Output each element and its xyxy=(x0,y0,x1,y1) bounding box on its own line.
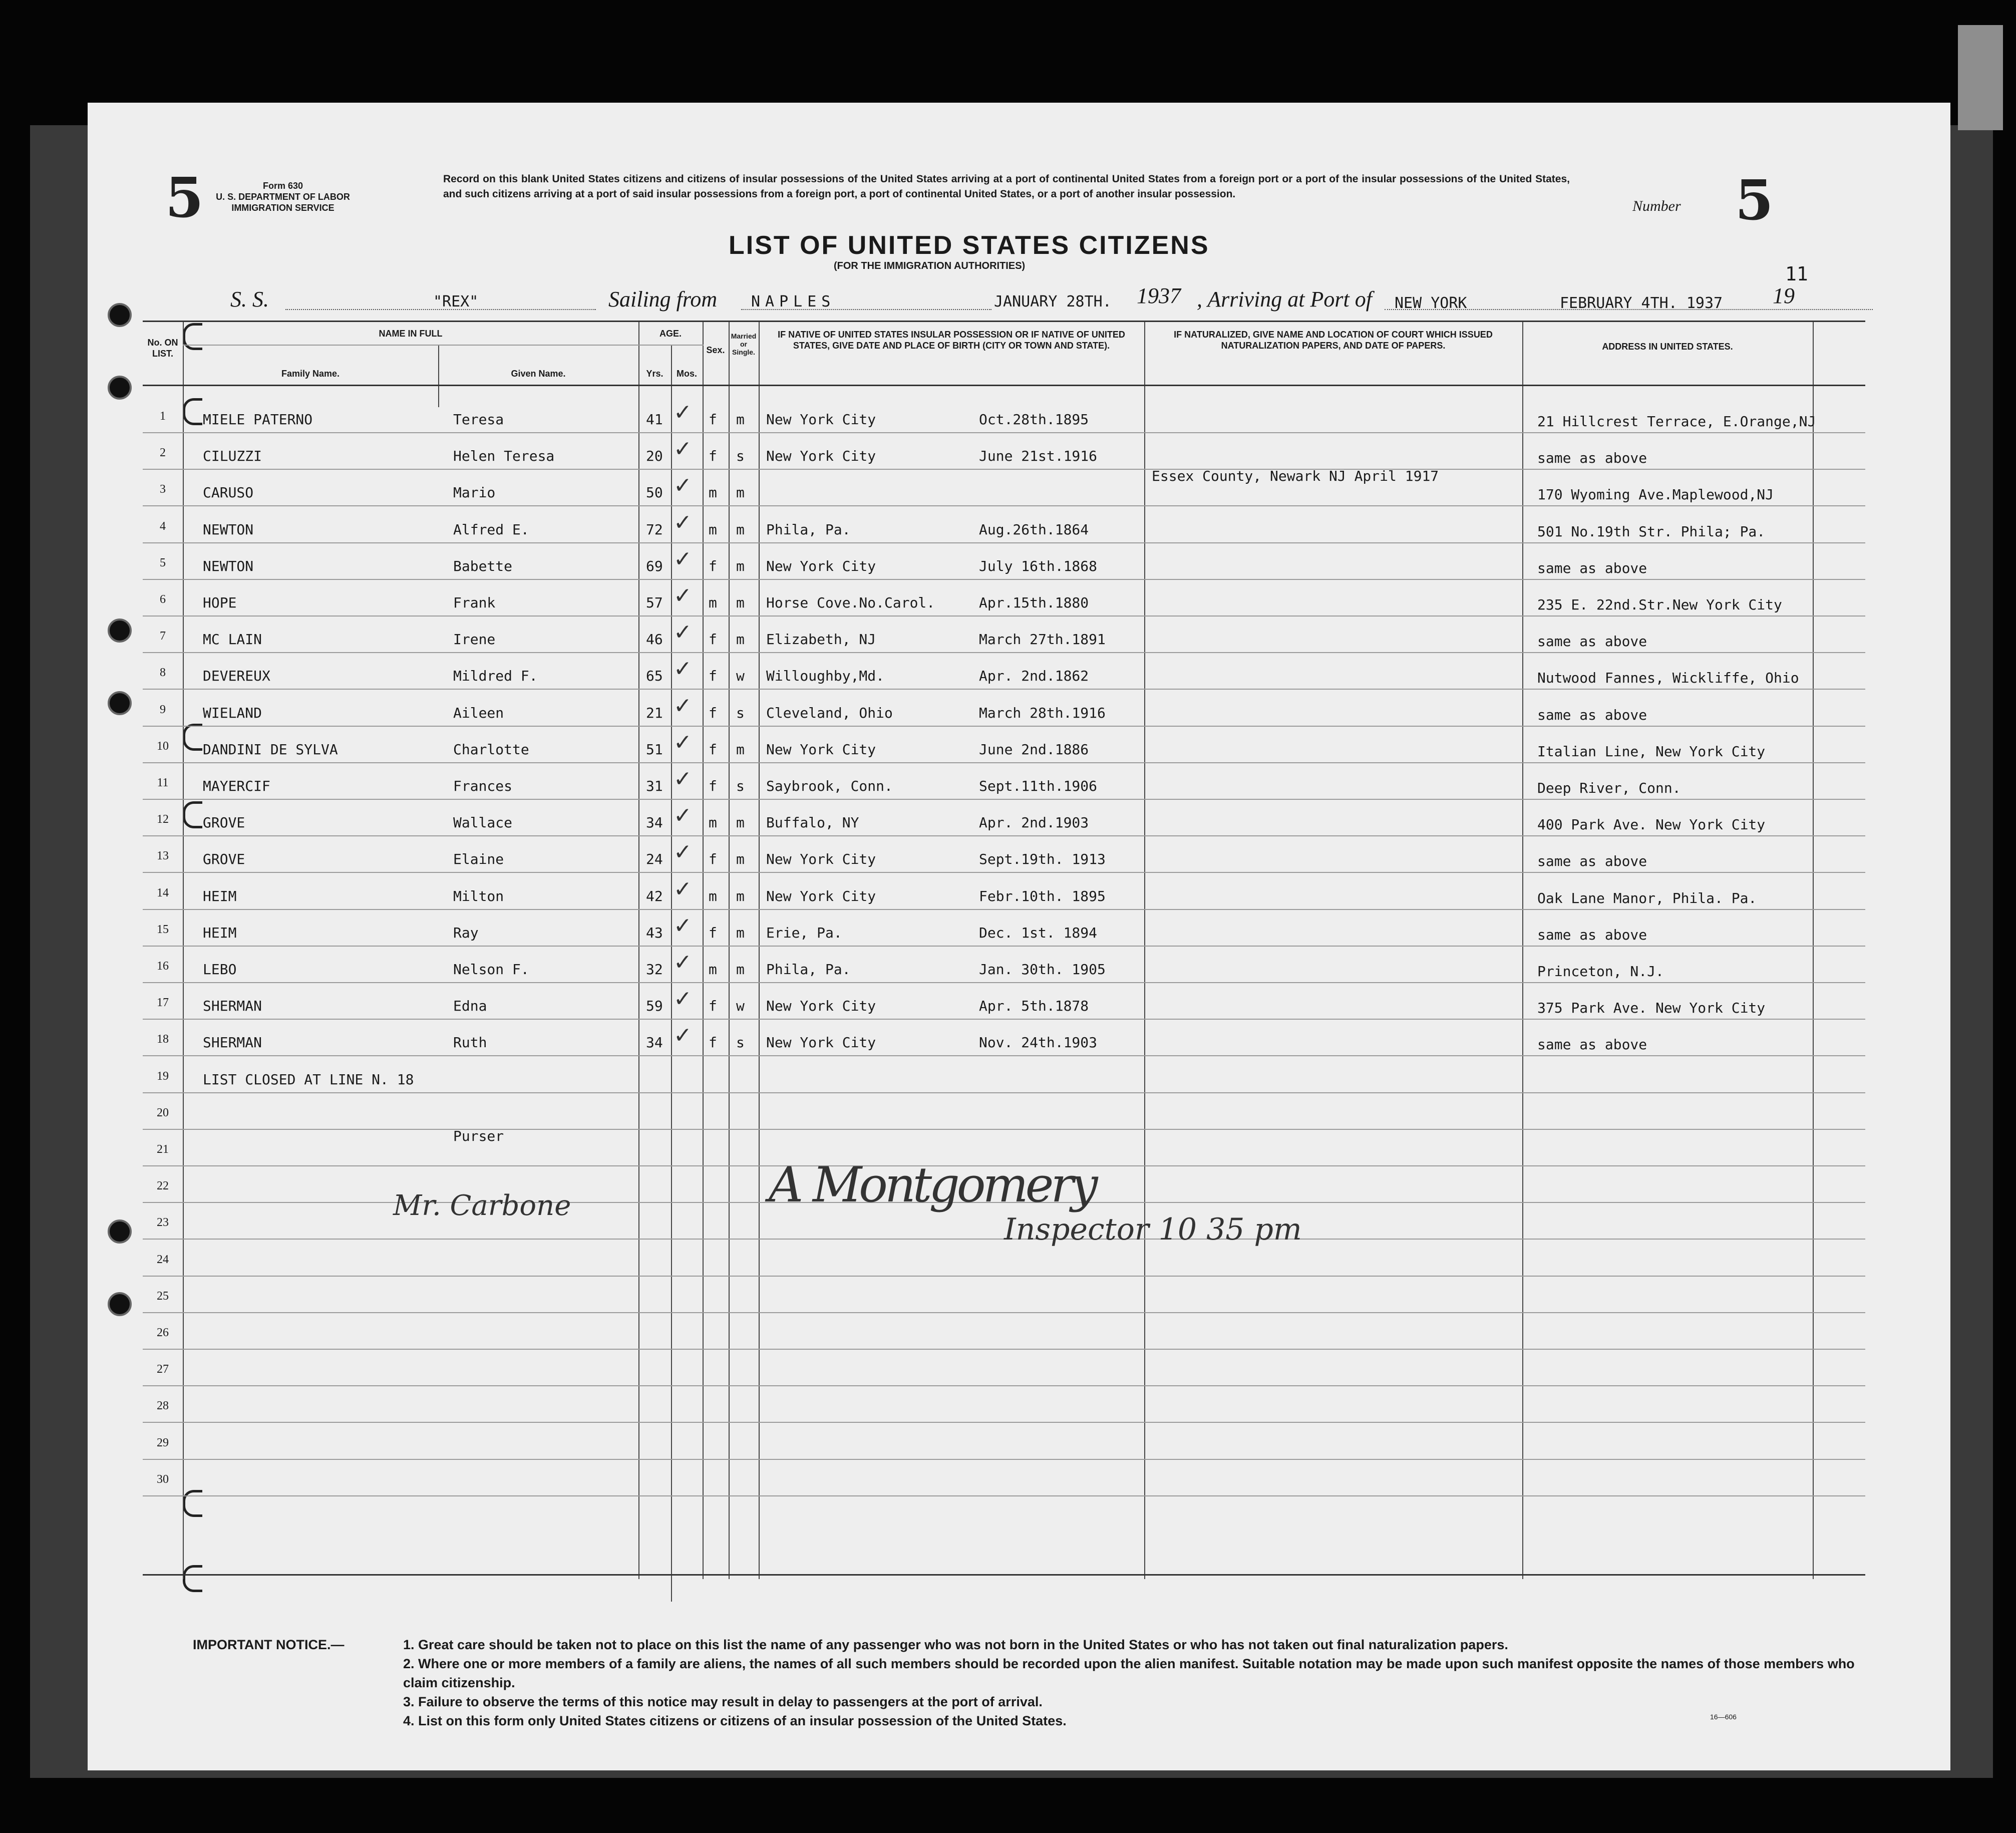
age-cell: 42 xyxy=(646,887,663,904)
birth-place-cell: New York City xyxy=(766,1034,876,1051)
row-number: 2 xyxy=(160,446,166,460)
marital-status-cell: m xyxy=(736,594,745,611)
notice-item: 2. Where one or more members of a family are aliens, the names of all such members should be recorded upon the alien manifest. Suitable notation may be made upon such manifest opposite the names of those members who claim citizenship. xyxy=(403,1656,1855,1690)
given-name-cell: Helen Teresa xyxy=(453,448,555,465)
port-from: NAPLES xyxy=(751,293,836,311)
address-cell: Nutwood Fannes, Wickliffe, Ohio xyxy=(1537,670,1799,687)
address-cell: 400 Park Ave. New York City xyxy=(1537,816,1766,833)
binder-hole xyxy=(108,1292,132,1316)
arrival-date: FEBRUARY 4TH. 1937 xyxy=(1560,294,1723,312)
birth-date-cell: Apr. 5th.1878 xyxy=(979,998,1089,1015)
family-name-cell: HEIM xyxy=(203,887,237,904)
address-cell: same as above xyxy=(1537,450,1647,467)
row-rule xyxy=(143,1349,1865,1350)
checkmark-icon: ✓ xyxy=(674,400,692,425)
sex-cell: f xyxy=(709,448,717,465)
birth-date-cell: July 16th.1868 xyxy=(979,557,1098,574)
row-rule xyxy=(143,689,1865,690)
birth-date-cell: Febr.10th. 1895 xyxy=(979,887,1106,904)
binder-hole xyxy=(108,303,132,327)
notice-item: 4. List on this form only United States citizens or citizens of an insular possession of the United States. xyxy=(403,1713,1067,1728)
row-number: 18 xyxy=(157,1033,169,1046)
header-native: IF NATIVE OF UNITED STATES INSULAR POSSESSION OR IF NATIVE OF UNITED STATES, GIVE DATE AND PLACE OF BIRTH (CITY OR TOWN AND STATE). xyxy=(778,330,1125,351)
family-name-cell: NEWTON xyxy=(203,557,254,574)
header-name-in-full: NAME IN FULL xyxy=(379,329,443,339)
marital-status-cell: m xyxy=(736,887,745,904)
birth-date-cell: Dec. 1st. 1894 xyxy=(979,924,1098,941)
birth-date-cell: March 28th.1916 xyxy=(979,704,1106,721)
marital-status-cell: m xyxy=(736,521,745,538)
family-name-cell: MC LAIN xyxy=(203,631,262,648)
address-cell: same as above xyxy=(1537,853,1647,870)
age-cell: 72 xyxy=(646,521,663,538)
birth-place-cell: New York City xyxy=(766,411,876,428)
address-cell: Deep River, Conn. xyxy=(1537,780,1681,796)
row-number: 20 xyxy=(157,1106,169,1119)
birth-date-cell: June 21st.1916 xyxy=(979,448,1098,465)
row-rule xyxy=(143,1495,1865,1496)
birth-place-cell: New York City xyxy=(766,851,876,868)
col-divider xyxy=(1522,322,1523,1579)
col-divider xyxy=(638,322,639,1579)
inspector-note: Inspector 10 35 pm xyxy=(1004,1212,1302,1247)
checkmark-icon: ✓ xyxy=(674,876,692,902)
birth-date-cell: Jan. 30th. 1905 xyxy=(979,961,1106,978)
port-of-arrival: NEW YORK xyxy=(1395,294,1467,312)
row-rule xyxy=(143,616,1865,617)
row-number: 27 xyxy=(157,1363,169,1376)
age-cell: 20 xyxy=(646,448,663,465)
address-cell: 375 Park Ave. New York City xyxy=(1537,1000,1766,1017)
age-cell: 41 xyxy=(646,411,663,428)
row-number: 12 xyxy=(157,813,169,826)
inspector-signature: A Montgomery xyxy=(769,1157,1095,1213)
address-cell: 170 Wyoming Ave.Maplewood,NJ xyxy=(1537,486,1774,503)
row-number: 29 xyxy=(157,1436,169,1449)
address-cell: Princeton, N.J. xyxy=(1537,963,1664,980)
given-name-cell: Ruth xyxy=(453,1034,487,1051)
birth-place-cell: New York City xyxy=(766,557,876,574)
sex-cell: f xyxy=(709,557,717,574)
row-number: 6 xyxy=(160,593,166,606)
checkmark-icon: ✓ xyxy=(674,583,692,608)
purser-signature: Mr. Carbone xyxy=(393,1189,571,1222)
family-name-cell: HEIM xyxy=(203,924,237,941)
form-number: Form 630 xyxy=(262,181,303,191)
row-rule xyxy=(143,835,1865,836)
table-bottom-rule xyxy=(143,1574,1865,1576)
family-name-cell: GROVE xyxy=(203,814,245,831)
birth-place-cell: Cleveland, Ohio xyxy=(766,704,893,721)
family-name-cell: GROVE xyxy=(203,851,245,868)
given-name-cell: Mario xyxy=(453,484,496,501)
birth-place-cell: Buffalo, NY xyxy=(766,814,859,831)
given-name-cell: Babette xyxy=(453,557,513,574)
row-number: 21 xyxy=(157,1143,169,1156)
birth-place-cell: Willoughby,Md. xyxy=(766,668,885,685)
family-name-cell: NEWTON xyxy=(203,521,254,538)
sex-cell: m xyxy=(709,887,717,904)
sex-cell: f xyxy=(709,668,717,685)
sex-cell: f xyxy=(709,998,717,1015)
row-number: 30 xyxy=(157,1472,169,1486)
checkmark-icon: ✓ xyxy=(674,803,692,829)
family-name-cell: Purser xyxy=(453,1128,504,1144)
row-number: 4 xyxy=(160,519,166,533)
marital-status-cell: m xyxy=(736,484,745,501)
sex-cell: m xyxy=(709,961,717,978)
row-rule xyxy=(143,432,1865,433)
family-name-cell: LIST CLOSED AT LINE N. 18 xyxy=(203,1071,414,1088)
address-cell: same as above xyxy=(1537,706,1647,723)
header-yrs: Yrs. xyxy=(646,369,663,379)
row-rule xyxy=(143,579,1865,580)
row-rule xyxy=(143,726,1865,727)
header-mos: Mos. xyxy=(676,369,697,379)
family-name-cell: SHERMAN xyxy=(203,1034,262,1051)
given-name-cell: Charlotte xyxy=(453,741,529,758)
checkmark-icon: ✓ xyxy=(674,729,692,755)
row-rule xyxy=(143,469,1865,470)
notice-item: 1. Great care should be taken not to place on this list the name of any passenger who was not born in the United States or who has not taken out final naturalization papers. xyxy=(403,1637,1508,1652)
birth-place-cell: Horse Cove.No.Carol. xyxy=(766,594,935,611)
header-rule xyxy=(143,385,1865,386)
sex-cell: m xyxy=(709,484,717,501)
sex-cell: f xyxy=(709,851,717,868)
row-number: 8 xyxy=(160,666,166,680)
given-name-cell: Frances xyxy=(453,778,513,794)
page-subtitle: (FOR THE IMMIGRATION AUTHORITIES) xyxy=(834,260,1026,271)
row-number: 25 xyxy=(157,1289,169,1303)
list-number: 5 xyxy=(1735,168,1774,232)
sail-year: 1937 xyxy=(1137,283,1181,308)
header-address: ADDRESS IN UNITED STATES. xyxy=(1602,342,1733,352)
birth-date-cell: Apr.15th.1880 xyxy=(979,594,1089,611)
given-name-cell: Mildred F. xyxy=(453,668,538,685)
birth-place-cell: Phila, Pa. xyxy=(766,961,851,978)
row-rule xyxy=(143,1385,1865,1386)
family-name-cell: CARUSO xyxy=(203,484,254,501)
marital-status-cell: m xyxy=(736,741,745,758)
birth-date-cell: Sept.19th. 1913 xyxy=(979,851,1106,868)
row-rule xyxy=(143,1019,1865,1020)
birth-place-cell: Erie, Pa. xyxy=(766,924,842,941)
age-cell: 43 xyxy=(646,924,663,941)
naturalization-cell: Essex County, Newark NJ April 1917 xyxy=(1152,468,1439,485)
row-number: 11 xyxy=(157,776,169,789)
birth-date-cell: Apr. 2nd.1862 xyxy=(979,668,1089,685)
row-rule xyxy=(143,652,1865,653)
notice-item: 3. Failure to observe the terms of this notice may result in delay to passengers at the port of arrival. xyxy=(403,1694,1043,1709)
ss-label: S. S. xyxy=(230,287,269,312)
row-number: 24 xyxy=(157,1253,169,1266)
address-cell: 501 No.19th Str. Phila; Pa. xyxy=(1537,523,1766,540)
row-number: 22 xyxy=(157,1179,169,1193)
row-rule xyxy=(143,1459,1865,1460)
birth-place-cell: New York City xyxy=(766,741,876,758)
row-rule xyxy=(143,799,1865,800)
row-number: 19 xyxy=(157,1069,169,1083)
address-cell: same as above xyxy=(1537,633,1647,650)
form-body xyxy=(143,130,1865,1573)
birth-place-cell: New York City xyxy=(766,448,876,465)
sex-cell: f xyxy=(709,704,717,721)
department: U. S. DEPARTMENT OF LABOR xyxy=(216,192,350,202)
family-name-cell: SHERMAN xyxy=(203,998,262,1015)
family-name-cell: WIELAND xyxy=(203,704,262,721)
sex-cell: f xyxy=(709,778,717,794)
age-cell: 51 xyxy=(646,741,663,758)
binder-hole xyxy=(108,691,132,715)
address-cell: 21 Hillcrest Terrace, E.Orange,NJ xyxy=(1537,413,1816,430)
row-rule xyxy=(143,946,1865,947)
checkmark-icon: ✓ xyxy=(674,473,692,499)
address-cell: same as above xyxy=(1537,559,1647,576)
page-title: LIST OF UNITED STATES CITIZENS xyxy=(729,231,1210,260)
sex-cell: m xyxy=(709,814,717,831)
header-rule xyxy=(183,345,704,346)
checkmark-icon: ✓ xyxy=(674,656,692,682)
row-rule xyxy=(143,982,1865,983)
binder-hole xyxy=(108,619,132,643)
year-suffix: 19 xyxy=(1773,283,1795,308)
header-family-name: Family Name. xyxy=(281,369,340,379)
address-cell: 235 E. 22nd.Str.New York City xyxy=(1537,596,1782,613)
marital-status-cell: s xyxy=(736,1034,745,1051)
binder-hole xyxy=(108,1219,132,1244)
sex-cell: f xyxy=(709,631,717,648)
given-name-cell: Frank xyxy=(453,594,496,611)
row-number: 10 xyxy=(157,739,169,753)
birth-date-cell: Aug.26th.1864 xyxy=(979,521,1089,538)
age-cell: 69 xyxy=(646,557,663,574)
header-naturalized: IF NATURALIZED, GIVE NAME AND LOCATION OF COURT WHICH ISSUED NATURALIZATION PAPERS, AND DATE OF PAPERS. xyxy=(1174,330,1493,351)
arriving-label: , Arriving at Port of xyxy=(1197,287,1372,312)
age-cell: 50 xyxy=(646,484,663,501)
age-cell: 59 xyxy=(646,998,663,1015)
checkmark-icon: ✓ xyxy=(674,839,692,865)
page-number: 5 xyxy=(165,165,204,230)
address-cell: same as above xyxy=(1537,926,1647,943)
marital-status-cell: m xyxy=(736,924,745,941)
footer-code: 16—606 xyxy=(1710,1713,1737,1721)
marital-status-cell: m xyxy=(736,961,745,978)
row-rule xyxy=(143,1312,1865,1313)
manifest-page xyxy=(88,103,1950,1770)
page-edge xyxy=(1958,25,2003,130)
age-cell: 21 xyxy=(646,704,663,721)
checkmark-icon: ✓ xyxy=(674,950,692,975)
row-rule xyxy=(143,762,1865,763)
col-divider xyxy=(183,322,184,1579)
birth-place-cell: New York City xyxy=(766,998,876,1015)
header-no: No. ON LIST. xyxy=(147,338,178,359)
age-cell: 31 xyxy=(646,778,663,794)
row-number: 17 xyxy=(157,996,169,1010)
checkmark-icon: ✓ xyxy=(674,620,692,646)
given-name-cell: Irene xyxy=(453,631,496,648)
manifest-table xyxy=(143,321,1865,1577)
row-rule xyxy=(143,1129,1865,1130)
given-name-cell: Milton xyxy=(453,887,504,904)
col-divider xyxy=(1144,322,1145,1579)
birth-place-cell: New York City xyxy=(766,887,876,904)
birth-date-cell: June 2nd.1886 xyxy=(979,741,1089,758)
col-divider xyxy=(759,322,760,1579)
given-name-cell: Nelson F. xyxy=(453,961,529,978)
checkmark-icon: ✓ xyxy=(674,693,692,719)
age-cell: 46 xyxy=(646,631,663,648)
row-rule xyxy=(143,505,1865,506)
marital-status-cell: m xyxy=(736,851,745,868)
marital-status-cell: m xyxy=(736,411,745,428)
sailing-label: Sailing from xyxy=(608,287,718,312)
header-married-single: Married or Single. xyxy=(731,332,757,356)
birth-place-cell: Elizabeth, NJ xyxy=(766,631,876,648)
given-name-cell: Edna xyxy=(453,998,487,1015)
birth-place-cell: Phila, Pa. xyxy=(766,521,851,538)
given-name-cell: Ray xyxy=(453,924,479,941)
row-rule xyxy=(143,1422,1865,1423)
row-number: 14 xyxy=(157,886,169,899)
family-name-cell: MAYERCIF xyxy=(203,778,270,794)
marital-status-cell: s xyxy=(736,704,745,721)
given-name-cell: Teresa xyxy=(453,411,504,428)
family-name-cell: DANDINI DE SYLVA xyxy=(203,741,338,758)
family-name-cell: MIELE PATERNO xyxy=(203,411,313,428)
birth-date-cell: March 27th.1891 xyxy=(979,631,1106,648)
row-number: 26 xyxy=(157,1326,169,1339)
family-name-cell: CILUZZI xyxy=(203,448,262,465)
checkmark-icon: ✓ xyxy=(674,766,692,792)
age-cell: 34 xyxy=(646,1034,663,1051)
given-name-cell: Alfred E. xyxy=(453,521,529,538)
checkmark-icon: ✓ xyxy=(674,1023,692,1049)
row-rule xyxy=(143,909,1865,910)
age-cell: 32 xyxy=(646,961,663,978)
row-rule xyxy=(143,1092,1865,1093)
address-cell: Italian Line, New York City xyxy=(1537,743,1766,760)
sex-cell: f xyxy=(709,1034,717,1051)
number-label: Number xyxy=(1632,198,1681,214)
col-divider xyxy=(1813,322,1814,1579)
row-number: 13 xyxy=(157,849,169,863)
row-rule xyxy=(143,872,1865,873)
record-instructions: Record on this blank United States citizens and citizens of insular possessions of the United States arriving at a port of continental United States from a foreign port or a port of the insular possessions of the United States, and such citizens arriving at a port of said insular possessions from a foreign port, a port of continental United States, or a port of another insular possession. xyxy=(443,173,1570,200)
marital-status-cell: s xyxy=(736,778,745,794)
service: IMMIGRATION SERVICE xyxy=(231,203,334,213)
sex-cell: f xyxy=(709,741,717,758)
col-divider xyxy=(671,345,672,1602)
marital-status-cell: m xyxy=(736,631,745,648)
header-sex: Sex. xyxy=(706,345,725,355)
col-divider xyxy=(703,322,704,1579)
birth-date-cell: Apr. 2nd.1903 xyxy=(979,814,1089,831)
address-cell: same as above xyxy=(1537,1036,1647,1053)
header-age: AGE. xyxy=(659,329,682,339)
marital-status-cell: w xyxy=(736,668,745,685)
birth-date-cell: Oct.28th.1895 xyxy=(979,411,1089,428)
row-number: 28 xyxy=(157,1399,169,1413)
ship-name: "REX" xyxy=(433,293,479,311)
row-rule xyxy=(143,1055,1865,1056)
marital-status-cell: w xyxy=(736,998,745,1015)
row-rule xyxy=(143,1276,1865,1277)
col-divider xyxy=(729,322,730,1579)
family-name-cell: DEVEREUX xyxy=(203,668,270,685)
sheet-number: 11 xyxy=(1785,263,1808,285)
age-cell: 34 xyxy=(646,814,663,831)
address-cell: Oak Lane Manor, Phila. Pa. xyxy=(1537,889,1757,906)
marital-status-cell: m xyxy=(736,814,745,831)
sex-cell: m xyxy=(709,594,717,611)
age-cell: 65 xyxy=(646,668,663,685)
checkmark-icon: ✓ xyxy=(674,509,692,535)
checkmark-icon: ✓ xyxy=(674,912,692,939)
row-rule xyxy=(143,542,1865,543)
sex-cell: f xyxy=(709,411,717,428)
given-name-cell: Aileen xyxy=(453,704,504,721)
marital-status-cell: s xyxy=(736,448,745,465)
marital-status-cell: m xyxy=(736,557,745,574)
family-name-cell: HOPE xyxy=(203,594,237,611)
notice-label: IMPORTANT NOTICE.— xyxy=(193,1637,345,1652)
birth-place-cell: Saybrook, Conn. xyxy=(766,778,893,794)
sail-date: JANUARY 28TH. xyxy=(994,293,1112,311)
row-number: 15 xyxy=(157,923,169,936)
row-number: 1 xyxy=(160,410,166,423)
row-number: 7 xyxy=(160,630,166,643)
binder-hole xyxy=(108,376,132,400)
given-name-cell: Wallace xyxy=(453,814,513,831)
row-number: 16 xyxy=(157,960,169,973)
row-number: 3 xyxy=(160,483,166,496)
row-number: 23 xyxy=(157,1216,169,1230)
row-number: 9 xyxy=(160,703,166,716)
row-number: 5 xyxy=(160,556,166,569)
birth-date-cell: Sept.11th.1906 xyxy=(979,778,1098,794)
checkmark-icon: ✓ xyxy=(674,546,692,572)
given-name-cell: Elaine xyxy=(453,851,504,868)
header-given-name: Given Name. xyxy=(511,369,566,379)
checkmark-icon: ✓ xyxy=(674,436,692,462)
age-cell: 24 xyxy=(646,851,663,868)
sex-cell: m xyxy=(709,521,717,538)
form-identity xyxy=(213,180,353,213)
sex-cell: f xyxy=(709,924,717,941)
family-name-cell: LEBO xyxy=(203,961,237,978)
age-cell: 57 xyxy=(646,594,663,611)
birth-date-cell: Nov. 24th.1903 xyxy=(979,1034,1098,1051)
checkmark-icon: ✓ xyxy=(674,986,692,1012)
